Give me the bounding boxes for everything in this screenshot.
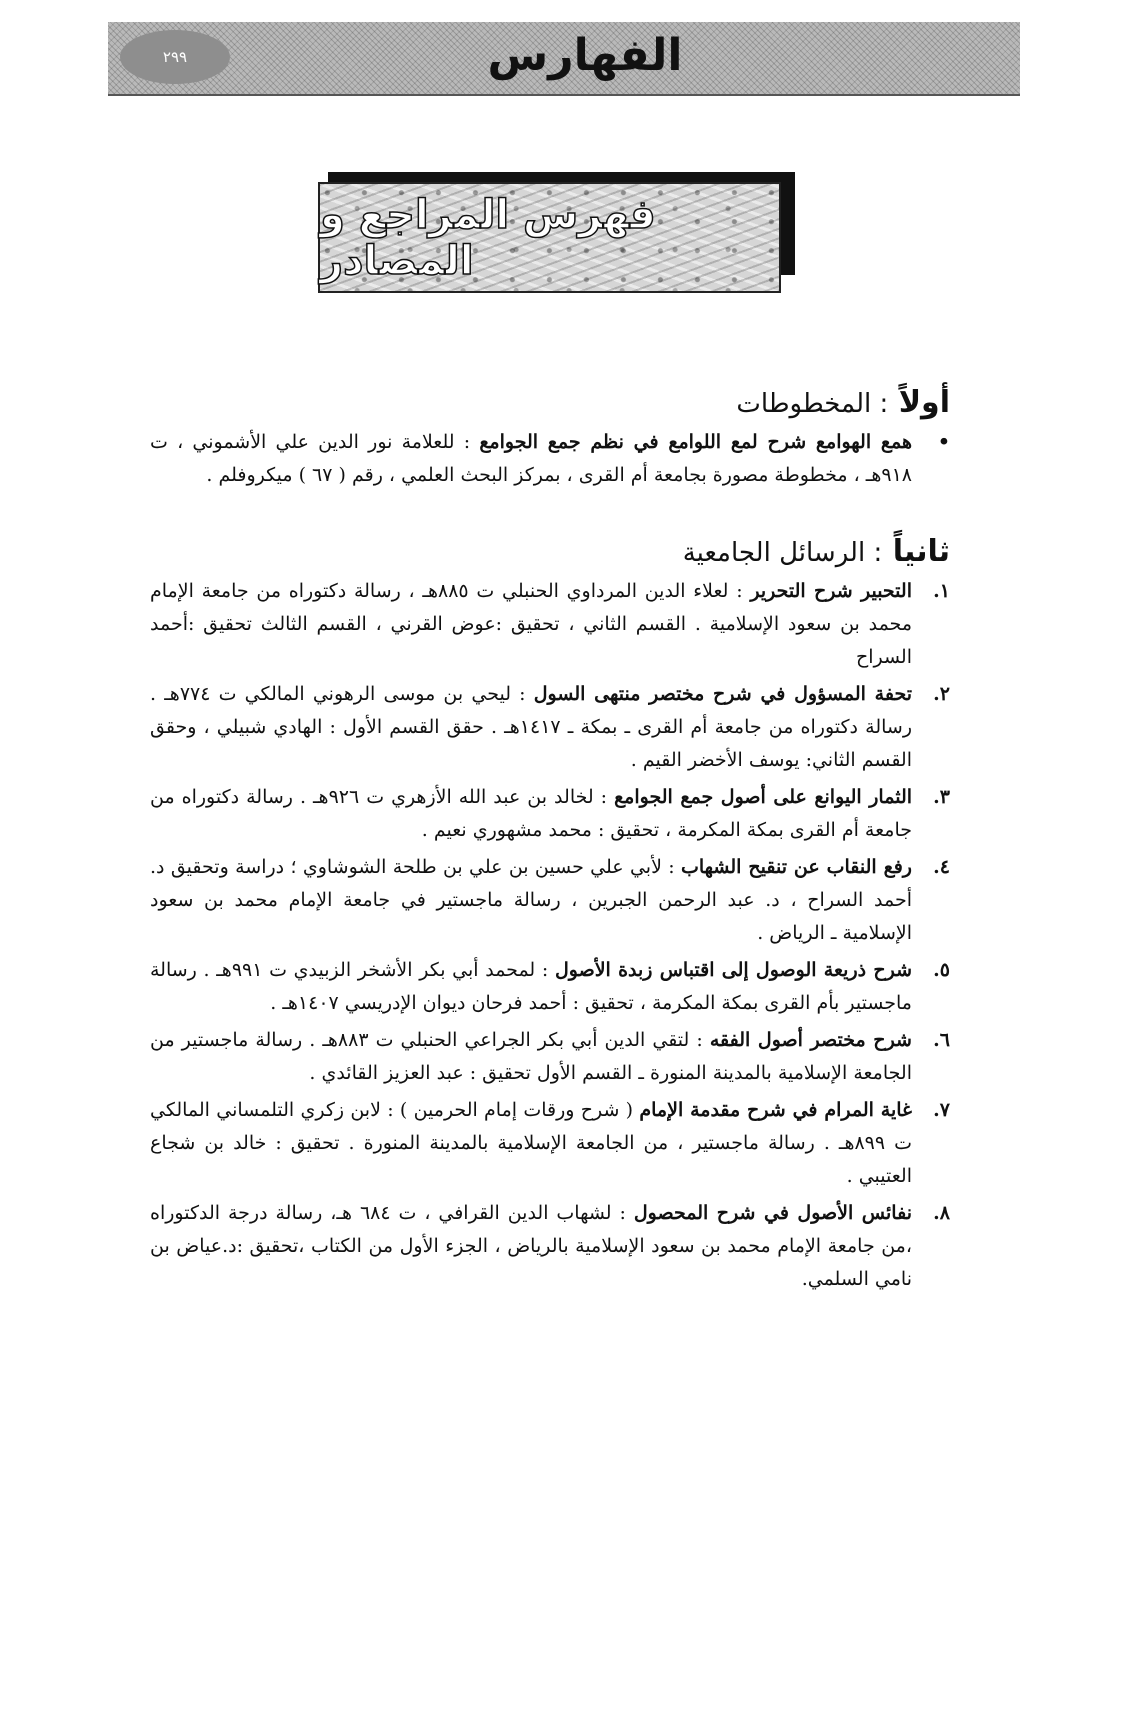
entry-title: شرح ذريعة الوصول إلى اقتباس زبدة الأصول — [554, 959, 912, 981]
entry-number: ٨. — [933, 1202, 950, 1224]
list-item — [150, 954, 950, 1020]
list-item — [150, 851, 950, 950]
entry-body — [150, 678, 912, 777]
entry-body — [150, 1197, 912, 1296]
list-item — [150, 1024, 950, 1090]
entry-text: : ليحي بن موسى الرهوني المالكي ت ٧٧٤هـ . رسالة دكتوراه من جامعة أم القرى ـ بمكة ـ ١٤١٧هـ . حقق القسم الأول : الهادي شبيلي ، وحقق القسم الثاني: يوسف الأخضر القيم . — [150, 683, 912, 771]
entry-title: نفائس الأصول في شرح المحصول — [633, 1202, 912, 1224]
entry-text: : لأبي علي حسين بن علي بن طلحة الشوشاوي ؛ دراسة وتحقيق د. أحمد السراح ، د. عبد الرحمن الجبرين ، رسالة ماجستير في جامعة الإمام محمد بن سعود الإسلامية ـ الرياض . — [150, 856, 912, 944]
entry-number: ٦. — [933, 1029, 950, 1051]
entry-body — [150, 575, 912, 674]
entry-title: الثمار اليوانع على أصول جمع الجوامع — [614, 786, 913, 808]
entry-text: : لعلاء الدين المرداوي الحنبلي ت ٨٨٥هـ ، رسالة دكتوراه من جامعة الإمام محمد بن سعود الإسلامية . القسم الثاني ، تحقيق :عوض القرني ، القسم الثالث تحقيق :أحمد السراح — [150, 580, 912, 668]
entry-title: التحبير شرح التحرير — [750, 580, 912, 602]
section-manuscripts — [150, 385, 950, 492]
entry-title: رفع النقاب عن تنقيح الشهاب — [681, 856, 912, 878]
section-theses — [150, 534, 950, 1296]
page-number: ٢٩٩ — [120, 30, 230, 84]
banner-title: فهرس المراجع و المصادر — [320, 191, 656, 284]
entry-body — [150, 781, 912, 847]
section-heading — [150, 534, 950, 569]
entry-title: غاية المرام في شرح مقدمة الإمام — [639, 1099, 912, 1121]
entry-title: شرح مختصر أصول الفقه — [709, 1029, 912, 1051]
entry-number: ١. — [933, 580, 950, 602]
entry-number: ٧. — [933, 1099, 950, 1121]
section-heading-label: ثانياً — [892, 534, 950, 569]
entry-text: ( شرح ورقات إمام الحرمين ) : لابن زكري التلمساني المالكي ت ٨٩٩هـ . رسالة ماجستير ، من الجامعة الإسلامية بالمدينة المنورة . تحقيق : خالد بن شجاع العتيبي . — [150, 1099, 912, 1187]
running-title: الفهارس — [487, 29, 683, 81]
entry-number: ٢. — [933, 683, 950, 705]
entry-text: : لشهاب الدين القرافي ، ت ٦٨٤ هـ، رسالة درجة الدكتوراه ،من جامعة الإمام محمد بن سعود الإسلامية بالرياض ، الجزء الأول من الكتاب ،تحقيق :د.عياض بن نامي السلمي. — [150, 1202, 912, 1290]
list-item — [150, 1197, 950, 1296]
bullet-marker: • — [937, 431, 950, 453]
entry-body — [150, 1094, 912, 1193]
entry-body — [150, 851, 912, 950]
list-item — [150, 426, 950, 492]
references-content — [150, 385, 950, 1300]
section-heading — [150, 385, 950, 420]
list-item — [150, 575, 950, 674]
entry-title: همع الهوامع شرح لمع اللوامع في نظم جمع الجوامع — [479, 431, 912, 453]
entry-body — [150, 954, 912, 1020]
entry-text: : لمحمد أبي بكر الأشخر الزبيدي ت ٩٩١هـ . رسالة ماجستير بأم القرى بمكة المكرمة ، تحقيق : أحمد فرحان ديوان الإدريسي ١٤٠٧هـ . — [150, 959, 912, 1014]
section-heading-sub: : الرسائل الجامعية — [682, 538, 883, 568]
entry-body — [150, 426, 912, 492]
entry-text: : لخالد بن عبد الله الأزهري ت ٩٢٦هـ . رسالة دكتوراه من جامعة أم القرى بمكة المكرمة ، تحقيق : محمد مشهوري نعيم . — [150, 786, 912, 841]
entry-text: : للعلامة نور الدين علي الأشموني ، ت ٩١٨هـ ، مخطوطة مصورة بجامعة أم القرى ، بمركز البحث العلمي ، رقم ( ٦٧ ) ميكروفلم . — [150, 431, 912, 486]
entry-number: ٣. — [933, 786, 950, 808]
entry-body — [150, 1024, 912, 1090]
entry-title: تحفة المسؤول في شرح مختصر منتهى السول — [533, 683, 913, 705]
entry-number: ٤. — [933, 856, 950, 878]
list-item — [150, 678, 950, 777]
list-item — [150, 781, 950, 847]
list-item — [150, 1094, 950, 1193]
title-banner — [318, 182, 781, 293]
entry-text: : لتقي الدين أبي بكر الجراعي الحنبلي ت ٨٨٣هـ . رسالة ماجستير من الجامعة الإسلامية بالمدينة المنورة ـ القسم الأول تحقيق : عبد العزيز القائدي . — [150, 1029, 912, 1084]
entry-number: ٥. — [933, 959, 950, 981]
section-heading-sub: : المخطوطات — [736, 389, 889, 419]
section-heading-label: أولاً — [898, 385, 950, 420]
